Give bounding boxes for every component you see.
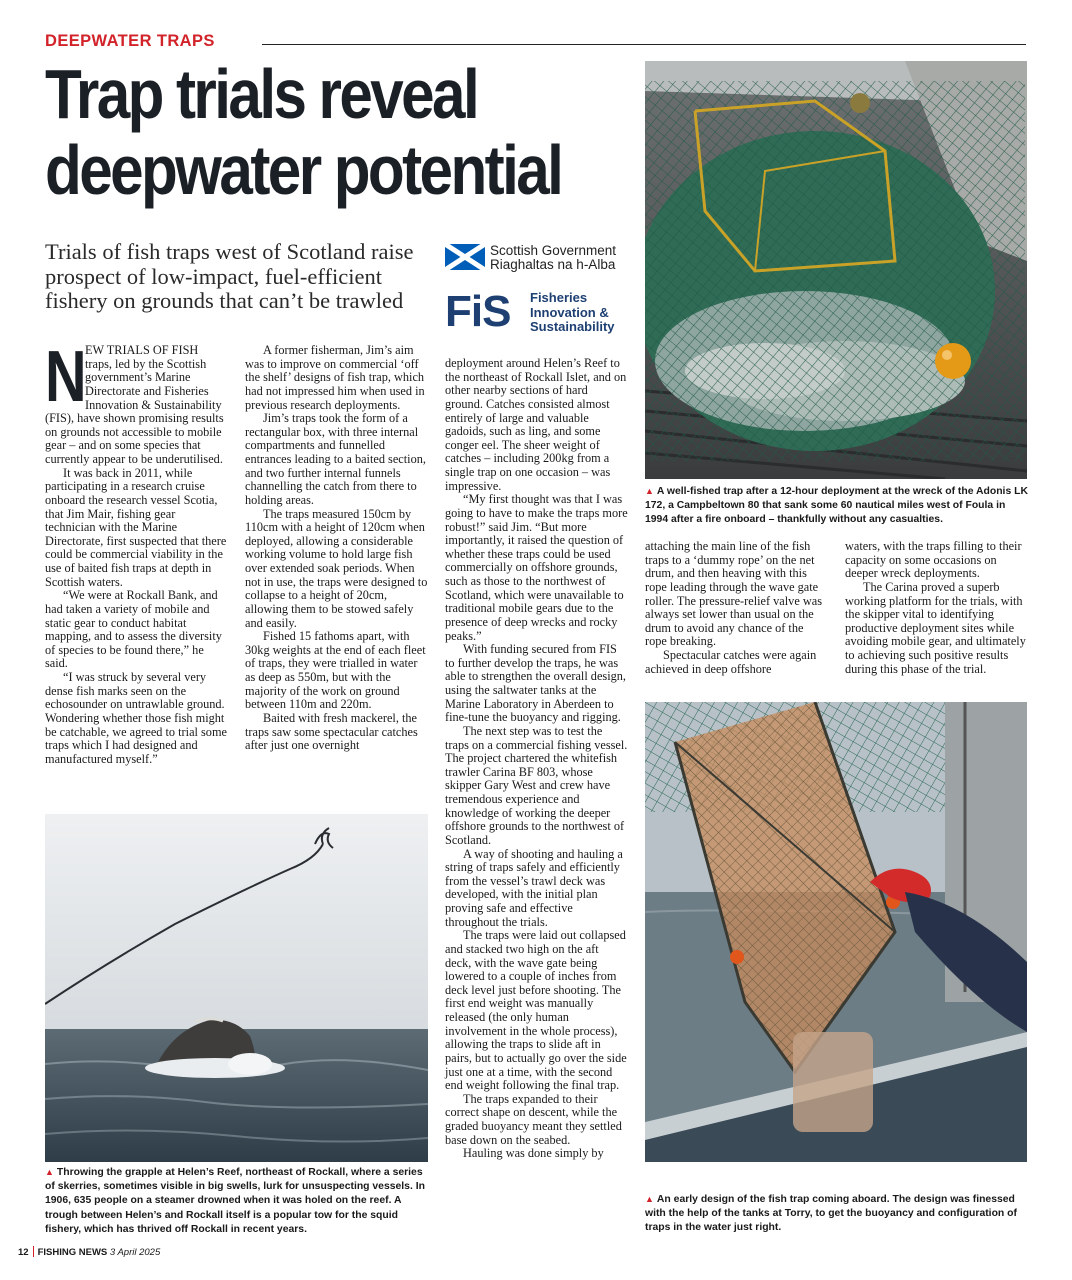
issue-date: 3 April 2025 [109,1247,161,1258]
page-footer [18,1246,160,1258]
fis-logo-mark: FiS [445,287,511,336]
paragraph: “My first thought was that I was going to have to make the traps more robust!” said Jim. “But more importantly, it raised the question of whether these traps could be used commercially on offshore grounds, such as those to the northwest of Scotland, which were unavailable to traditional mobile gears due to the presence of deep wrecks and rocky peaks.” [445,492,628,643]
fis-line-2: Innovation & [530,304,609,320]
paragraph: EW TRIALS OF FISH traps, led by the Scottish government’s Marine Directorate and Fisheries Innovation & Sustainability (FIS), have shown promising results on grounds not accessible to mobile gear – and on some species that currently appear to be underutilised. [45,343,224,466]
headline [45,55,562,209]
caption-top-right-text: A well-fished trap after a 12-hour deployment at the wreck of the Adonis LK 172, a Campbeltown 80 that sank some 60 nautical miles west of Foula in 1994 after a fire onboard – thankfully without any casualties. [645,486,1028,526]
paragraph: The traps were laid out collapsed and stacked two high on the aft deck, with the wave gate being lowered to a couple of inches from deck level just before shooting. The first end weight was manually released (the only human involvement in the whole process), allowing the traps to slide aft in pairs, but to actually go over the side just one at a time, with the second end weight following the final trap. [445,928,627,1093]
publication-name: FISHING NEWS [37,1247,108,1258]
paragraph: attaching the main line of the fish traps to a ‘dummy rope’ on the net drum, and then heaving with this rope leading through the wave gate roller. The pressure-relief valve was always set lower than usual on the drum to avoid any chance of the rope breaking. [645,539,822,649]
paragraph: The next step was to test the traps on a commercial fishing vessel. The project chartered the whitefish trawler Carina BF 803, whose skipper Gary West and crew have tremendous experience and knowledge of working the deeper offshore grounds to the northwest of Scotland. [445,723,628,847]
sg-name-gaelic: Riaghaltas na h-Alba [490,257,616,272]
caption-caret-icon: ▲ [45,1167,54,1177]
paragraph: “We were at Rockall Bank, and had taken a variety of mobile and static gear to conduct habitat mapping, and to assess the diversity of species to be found there,” he said. [45,588,222,671]
fis-line-1: Fisheries [530,290,588,305]
paragraph: “I was struck by several very dense fish marks seen on the echosounder on untrawlable ground. Wondering whether those fish might be catchable, we agreed to trial some traps which I had designed and manufactured myself.” [45,670,227,766]
paragraph: Hauling was done simply by [463,1146,604,1161]
trap-coming-aboard-image [645,702,1027,1162]
photo-trap-coming-aboard [645,702,1027,1162]
sg-name-english: Scottish Government [490,243,617,258]
caption-caret-icon: ▲ [645,486,654,496]
footer-divider [33,1246,34,1257]
fis-logo-wordmark [530,291,615,335]
paragraph: Fished 15 fathoms apart, with 30kg weights at the end of each fleet of traps, they were trialled in water as deep as 550m, but with the majority of the work on ground between 110m and 220m. [245,629,426,712]
headline-line-2: deepwater potential [45,131,562,209]
photo-helens-reef [45,814,428,1162]
standfirst: Trials of fish traps west of Scotland raise prospect of low-impact, fuel-efficient fishery on grounds that can’t be trawled [45,239,414,313]
paragraph: deployment around Helen’s Reef to the northeast of Rockall Islet, and on other nearby sections of hard ground. Catches consisted almost entirely of large and valuable gadoids, such as ling, and some conger eel. The sheer weight of catches – including 200kg from a single trap on one occasion – was impressive. [445,356,627,493]
drop-cap: N [45,337,87,417]
paragraph: Jim’s traps took the form of a rectangular box, with three internal compartments and funnelled entrances leading to a baited section, and two further internal funnels channelling the catch from there to holding areas. [245,411,426,507]
body-column-4 [645,540,828,676]
page-number: 12 [18,1247,29,1258]
caption-bottom-right [645,1192,1029,1236]
helens-reef-image [45,814,428,1162]
scottish-government-logo [445,243,630,271]
paragraph: With funding secured from FIS to further develop the traps, he was able to strengthen the overall design, using the saltwater tanks at the Marine Laboratory in Aberdeen to fine-tune the buoyancy and rigging. [445,642,626,725]
caption-bottom-left-text: Throwing the grapple at Helen’s Reef, northeast of Rockall, where a series of skerries, sometimes visible in big swells, lurk for unsuspecting vessels. In 1906, 635 people on a steamer drowned when it was holed on the reef. A trough between Helen’s and Rockall itself is a popular tow for the squid fishery, which has thrived off Rockall in recent years. [45,1167,425,1235]
caption-caret-icon: ▲ [645,1194,654,1204]
trap-on-deck-image [645,61,1027,479]
section-rule [262,44,1026,45]
paragraph: waters, with the traps filling to their capacity on some occasions on deeper wreck deployments. [845,539,1022,581]
body-column-5 [845,540,1028,676]
fis-logo [445,288,630,338]
caption-top-right [645,484,1029,528]
paragraph: A way of shooting and hauling a string of traps safely and efficiently from the vessel’s trawl deck was developed, with the initial plan proving safe and effective throughout the trials. [445,846,623,929]
body-column-1 [45,337,228,766]
saltire-flag-icon [445,244,485,270]
body-column-3 [445,357,628,1161]
headline-line-1: Trap trials reveal [45,55,478,133]
caption-bottom-right-text: An early design of the fish trap coming aboard. The design was finessed with the help of the tanks at Torry, to get the buoyancy and configuration of traps in the water just right. [645,1194,1017,1234]
paragraph: The Carina proved a superb working platform for the trials, with the skipper vital to identifying productive deployment sites while avoiding mobile gear, and ultimately to achieving such positive results during this phase of the trial. [845,579,1026,676]
paragraph: It was back in 2011, while participating in a research cruise onboard the research vessel Scotia, that Jim Mair, fishing gear technician with the Marine Directorate, first suspected that there could be commercial viability in the use of baited fish traps at depth in Scottish waters. [45,465,227,589]
body-column-2 [245,344,428,753]
fis-line-3: Sustainability [530,319,615,334]
paragraph: The traps measured 150cm by 110cm with a height of 120cm when deployed, allowing a considerable working volume to hold large fish over extended soak periods. When not in use, the traps were designed to collapse to a height of 20cm, allowing them to be stowed safely and easily. [245,506,428,630]
caption-bottom-left [45,1165,430,1237]
section-label: DEEPWATER TRAPS [45,32,215,50]
paragraph: A former fisherman, Jim’s aim was to improve on commercial ‘off the shelf’ designs of fish trap, which had not impressed him when used in previous research deployments. [245,343,425,412]
paragraph: Spectacular catches were again achieved in deep offshore [645,648,817,676]
paragraph: Baited with fresh mackerel, the traps saw some spectacular catches after just one overnight [245,710,418,753]
paragraph: The traps expanded to their correct shape on descent, while the graded buoyancy meant they settled base down on the seabed. [445,1091,622,1147]
photo-trap-on-deck [645,61,1027,479]
